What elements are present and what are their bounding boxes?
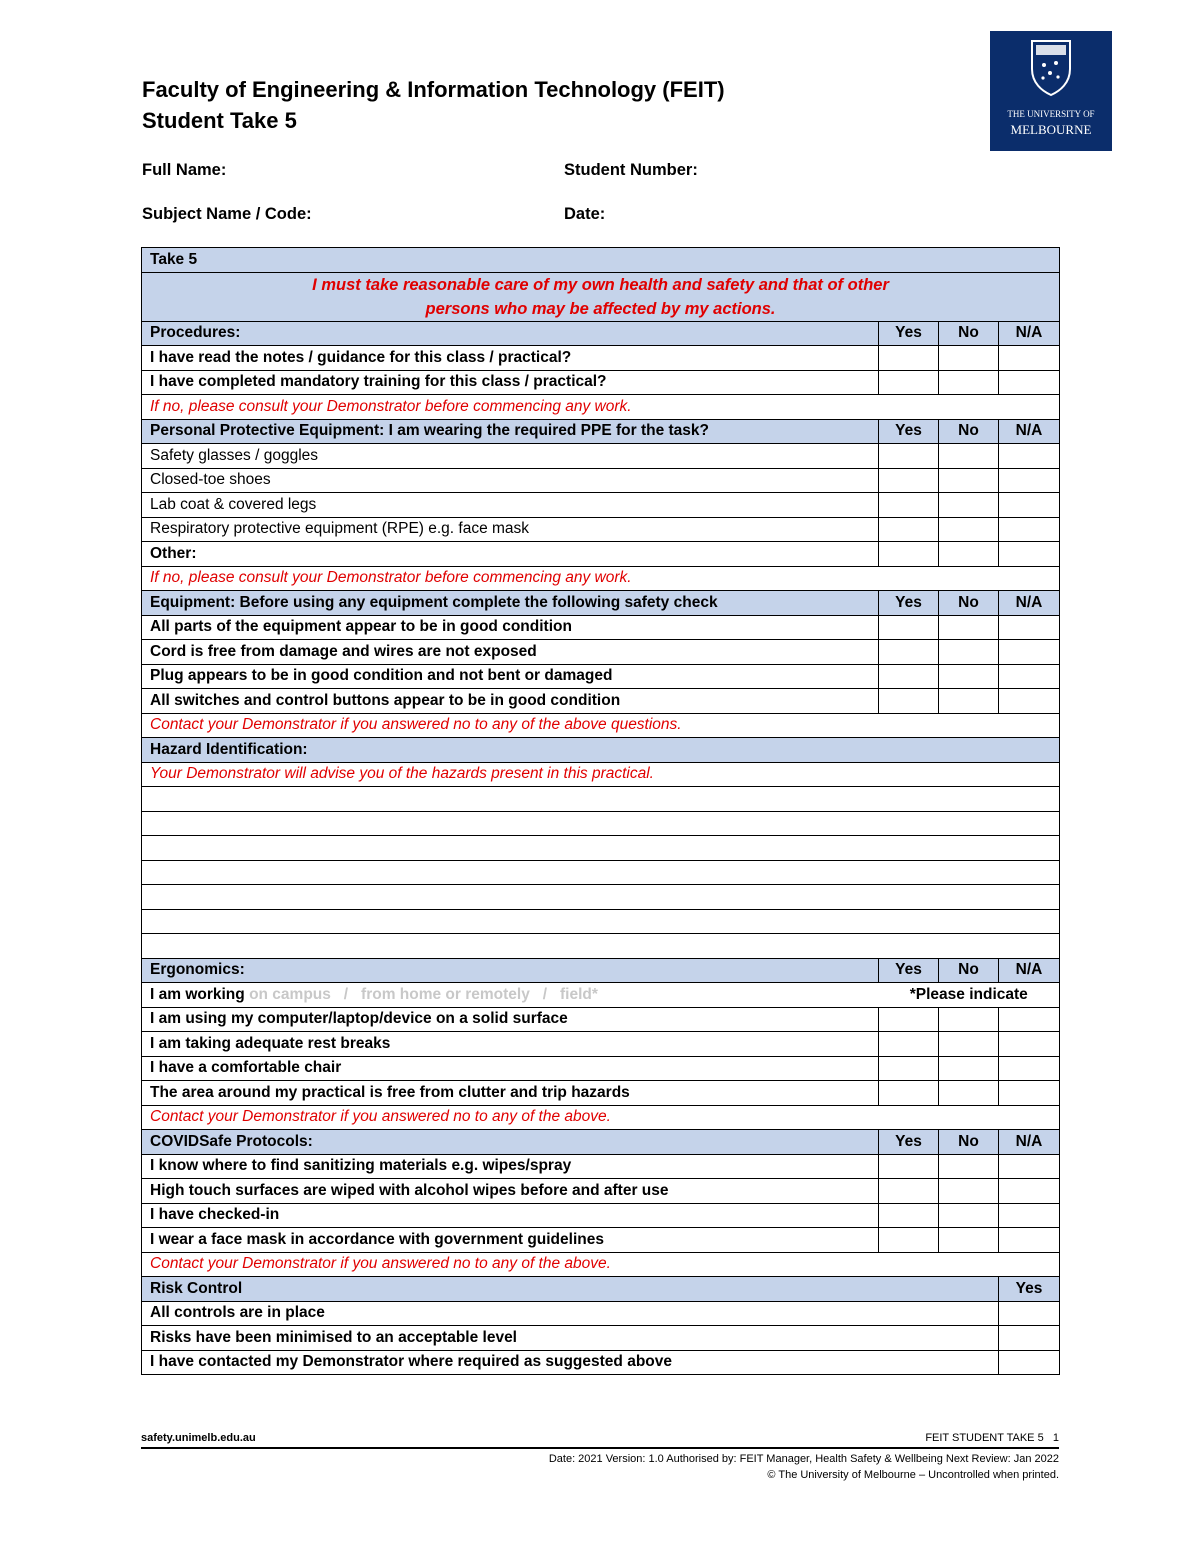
ppe-item: Other:	[142, 542, 879, 567]
hazard-entry-field[interactable]	[142, 836, 1060, 861]
col-na: N/A	[999, 958, 1060, 983]
yes-checkbox[interactable]	[999, 1301, 1060, 1326]
col-yes: Yes	[999, 1277, 1060, 1302]
hazard-entry-field[interactable]	[142, 860, 1060, 885]
full-name-label: Full Name:	[142, 161, 227, 179]
na-checkbox[interactable]	[999, 615, 1060, 640]
covid-item: I know where to find sanitizing materials e.g. wipes/spray	[142, 1154, 879, 1179]
no-checkbox[interactable]	[939, 1179, 999, 1204]
no-checkbox[interactable]	[939, 1154, 999, 1179]
yes-checkbox[interactable]	[879, 1032, 939, 1057]
na-checkbox[interactable]	[999, 1203, 1060, 1228]
no-checkbox[interactable]	[939, 1007, 999, 1032]
na-checkbox[interactable]	[999, 346, 1060, 371]
working-location-cell	[142, 983, 879, 1008]
please-indicate: *Please indicate	[879, 983, 1060, 1008]
hazard-entry-row	[142, 836, 1060, 861]
col-yes: Yes	[879, 591, 939, 616]
procedures-heading: Procedures:	[142, 321, 879, 346]
col-no: No	[939, 958, 999, 983]
page-number: 1	[1052, 1432, 1059, 1444]
col-na: N/A	[999, 419, 1060, 444]
yes-checkbox[interactable]	[879, 517, 939, 542]
ergonomics-item: I have a comfortable chair	[142, 1056, 879, 1081]
procedures-header	[142, 321, 1060, 346]
procedures-item: I have read the notes / guidance for this class / practical?	[142, 346, 879, 371]
table-row	[142, 640, 1060, 665]
no-checkbox[interactable]	[939, 370, 999, 395]
no-checkbox[interactable]	[939, 1203, 999, 1228]
equipment-item: Cord is free from damage and wires are not exposed	[142, 640, 879, 665]
pledge-text: I must take reasonable care of my own health and safety and that of other persons who may be affected by my actions.	[142, 272, 1060, 321]
hazard-note: Your Demonstrator will advise you of the hazards present in this practical.	[142, 762, 1060, 787]
hazard-note-row	[142, 762, 1060, 787]
col-no: No	[939, 321, 999, 346]
na-checkbox[interactable]	[999, 1228, 1060, 1253]
risk-header	[142, 1277, 1060, 1302]
yes-checkbox[interactable]	[999, 1326, 1060, 1351]
na-checkbox[interactable]	[999, 468, 1060, 493]
take5-table	[141, 247, 1060, 1375]
no-checkbox[interactable]	[939, 517, 999, 542]
yes-checkbox[interactable]	[879, 444, 939, 469]
na-checkbox[interactable]	[999, 493, 1060, 518]
footer-doc-id: FEIT STUDENT TAKE 5 1	[925, 1432, 1059, 1444]
ergonomics-header	[142, 958, 1060, 983]
covid-heading: COVIDSafe Protocols:	[142, 1130, 879, 1155]
yes-checkbox[interactable]	[879, 1056, 939, 1081]
no-checkbox[interactable]	[939, 1228, 999, 1253]
table-row	[142, 1179, 1060, 1204]
yes-checkbox[interactable]	[879, 1007, 939, 1032]
table-row	[142, 517, 1060, 542]
yes-checkbox[interactable]	[879, 542, 939, 567]
procedures-note-row	[142, 395, 1060, 420]
ergonomics-item: I am taking adequate rest breaks	[142, 1032, 879, 1057]
hazard-entry-field[interactable]	[142, 811, 1060, 836]
yes-checkbox[interactable]	[879, 346, 939, 371]
yes-checkbox[interactable]	[879, 1228, 939, 1253]
ergonomics-note-row	[142, 1105, 1060, 1130]
pledge-row	[142, 272, 1060, 321]
covid-note-row	[142, 1252, 1060, 1277]
covid-header	[142, 1130, 1060, 1155]
equipment-header	[142, 591, 1060, 616]
hazard-heading: Hazard Identification:	[142, 738, 1060, 763]
working-location-row	[142, 983, 1060, 1008]
hazard-entry-row	[142, 811, 1060, 836]
yes-checkbox[interactable]	[879, 664, 939, 689]
table-row	[142, 346, 1060, 371]
faculty-title: Faculty of Engineering & Information Technology (FEIT)	[142, 77, 725, 102]
yes-checkbox[interactable]	[999, 1350, 1060, 1375]
no-checkbox[interactable]	[939, 493, 999, 518]
svg-text:THE UNIVERSITY OF: THE UNIVERSITY OF	[1007, 109, 1095, 119]
col-yes: Yes	[879, 958, 939, 983]
na-checkbox[interactable]	[999, 1154, 1060, 1179]
university-logo	[990, 31, 1112, 151]
footer-meta-line1: Date: 2021 Version: 1.0 Authorised by: FEIT Manager, Health Safety & Wellbeing Next Review: Jan 2022	[548, 1453, 1059, 1465]
no-checkbox[interactable]	[939, 1081, 999, 1106]
hazard-entry-field[interactable]	[142, 787, 1060, 812]
covid-item: I have checked-in	[142, 1203, 879, 1228]
table-row	[142, 370, 1060, 395]
na-checkbox[interactable]	[999, 689, 1060, 714]
ppe-item: Respiratory protective equipment (RPE) e.g. face mask	[142, 517, 879, 542]
table-row	[142, 1007, 1060, 1032]
procedures-item: I have completed mandatory training for this class / practical?	[142, 370, 879, 395]
table-row	[142, 493, 1060, 518]
hazard-entry-row	[142, 860, 1060, 885]
risk-item: I have contacted my Demonstrator where required as suggested above	[142, 1350, 999, 1375]
na-checkbox[interactable]	[999, 1056, 1060, 1081]
hazard-entry-row	[142, 909, 1060, 934]
equipment-heading: Equipment: Before using any equipment complete the following safety check	[142, 591, 879, 616]
table-row	[142, 1056, 1060, 1081]
na-checkbox[interactable]	[999, 640, 1060, 665]
table-row	[142, 1081, 1060, 1106]
table-row	[142, 468, 1060, 493]
procedures-note: If no, please consult your Demonstrator before commencing any work.	[142, 395, 1060, 420]
yes-checkbox[interactable]	[879, 1179, 939, 1204]
ppe-header	[142, 419, 1060, 444]
no-checkbox[interactable]	[939, 444, 999, 469]
hazard-entry-row	[142, 885, 1060, 910]
svg-text:MELBOURNE: MELBOURNE	[1010, 122, 1092, 137]
table-title: Take 5	[142, 248, 1060, 273]
table-row	[142, 1350, 1060, 1375]
table-row	[142, 1203, 1060, 1228]
risk-item: Risks have been minimised to an acceptable level	[142, 1326, 999, 1351]
yes-checkbox[interactable]	[879, 1081, 939, 1106]
working-label: I am working	[150, 985, 245, 1003]
covid-item: High touch surfaces are wiped with alcohol wipes before and after use	[142, 1179, 879, 1204]
no-checkbox[interactable]	[939, 346, 999, 371]
no-checkbox[interactable]	[939, 1032, 999, 1057]
table-row	[142, 1032, 1060, 1057]
na-checkbox[interactable]	[999, 664, 1060, 689]
footer-meta-line2: © The University of Melbourne – Uncontrolled when printed.	[767, 1469, 1059, 1481]
table-row	[142, 1326, 1060, 1351]
yes-checkbox[interactable]	[879, 1203, 939, 1228]
hazard-entry-field[interactable]	[142, 934, 1060, 959]
ppe-note: If no, please consult your Demonstrator before commencing any work.	[142, 566, 1060, 591]
na-checkbox[interactable]	[999, 1032, 1060, 1057]
ppe-item: Lab coat & covered legs	[142, 493, 879, 518]
no-checkbox[interactable]	[939, 689, 999, 714]
hazard-entry-row	[142, 787, 1060, 812]
table-row	[142, 1228, 1060, 1253]
no-checkbox[interactable]	[939, 640, 999, 665]
na-checkbox[interactable]	[999, 1081, 1060, 1106]
subject-label: Subject Name / Code:	[142, 205, 312, 223]
na-checkbox[interactable]	[999, 517, 1060, 542]
hazard-entry-field[interactable]	[142, 909, 1060, 934]
table-row	[142, 689, 1060, 714]
table-row	[142, 664, 1060, 689]
equipment-item: All parts of the equipment appear to be in good condition	[142, 615, 879, 640]
yes-checkbox[interactable]	[879, 689, 939, 714]
na-checkbox[interactable]	[999, 370, 1060, 395]
hazard-entry-field[interactable]	[142, 885, 1060, 910]
ergonomics-item: I am using my computer/laptop/device on a solid surface	[142, 1007, 879, 1032]
col-no: No	[939, 1130, 999, 1155]
no-checkbox[interactable]	[939, 468, 999, 493]
footer-website[interactable]: safety.unimelb.edu.au	[141, 1432, 256, 1444]
yes-checkbox[interactable]	[879, 640, 939, 665]
yes-checkbox[interactable]	[879, 615, 939, 640]
col-yes: Yes	[879, 321, 939, 346]
hazard-entry-row	[142, 934, 1060, 959]
equipment-item: All switches and control buttons appear to be in good condition	[142, 689, 879, 714]
col-na: N/A	[999, 1130, 1060, 1155]
equipment-item: Plug appears to be in good condition and not bent or damaged	[142, 664, 879, 689]
covid-note: Contact your Demonstrator if you answered no to any of the above.	[142, 1252, 1060, 1277]
na-checkbox[interactable]	[999, 542, 1060, 567]
risk-item: All controls are in place	[142, 1301, 999, 1326]
yes-checkbox[interactable]	[879, 370, 939, 395]
form-title: Student Take 5	[142, 108, 297, 133]
working-options[interactable]: on campus / from home or remotely / field*	[249, 985, 598, 1003]
yes-checkbox[interactable]	[879, 493, 939, 518]
crest-icon	[990, 31, 1112, 151]
ergonomics-item: The area around my practical is free from clutter and trip hazards	[142, 1081, 879, 1106]
col-na: N/A	[999, 321, 1060, 346]
yes-checkbox[interactable]	[879, 1154, 939, 1179]
na-checkbox[interactable]	[999, 1179, 1060, 1204]
ppe-item: Safety glasses / goggles	[142, 444, 879, 469]
no-checkbox[interactable]	[939, 1056, 999, 1081]
date-label: Date:	[564, 205, 606, 223]
table-row	[142, 615, 1060, 640]
na-checkbox[interactable]	[999, 1007, 1060, 1032]
ergonomics-note: Contact your Demonstrator if you answered no to any of the above.	[142, 1105, 1060, 1130]
col-yes: Yes	[879, 419, 939, 444]
na-checkbox[interactable]	[999, 444, 1060, 469]
no-checkbox[interactable]	[939, 542, 999, 567]
ppe-item: Closed-toe shoes	[142, 468, 879, 493]
covid-item: I wear a face mask in accordance with government guidelines	[142, 1228, 879, 1253]
equipment-note-row	[142, 713, 1060, 738]
table-row	[142, 1154, 1060, 1179]
ppe-heading: Personal Protective Equipment: I am wearing the required PPE for the task?	[142, 419, 879, 444]
col-na: N/A	[999, 591, 1060, 616]
risk-heading: Risk Control	[142, 1277, 999, 1302]
col-yes: Yes	[879, 1130, 939, 1155]
ppe-note-row	[142, 566, 1060, 591]
col-no: No	[939, 419, 999, 444]
no-checkbox[interactable]	[939, 664, 999, 689]
table-row	[142, 542, 1060, 567]
student-number-label: Student Number:	[564, 161, 698, 179]
footer-divider	[141, 1447, 1059, 1449]
table-row	[142, 444, 1060, 469]
equipment-note: Contact your Demonstrator if you answered no to any of the above questions.	[142, 713, 1060, 738]
table-title-row	[142, 248, 1060, 273]
table-row	[142, 1301, 1060, 1326]
ergonomics-heading: Ergonomics:	[142, 958, 879, 983]
no-checkbox[interactable]	[939, 615, 999, 640]
col-no: No	[939, 591, 999, 616]
page-title	[142, 74, 725, 136]
hazard-header	[142, 738, 1060, 763]
yes-checkbox[interactable]	[879, 468, 939, 493]
